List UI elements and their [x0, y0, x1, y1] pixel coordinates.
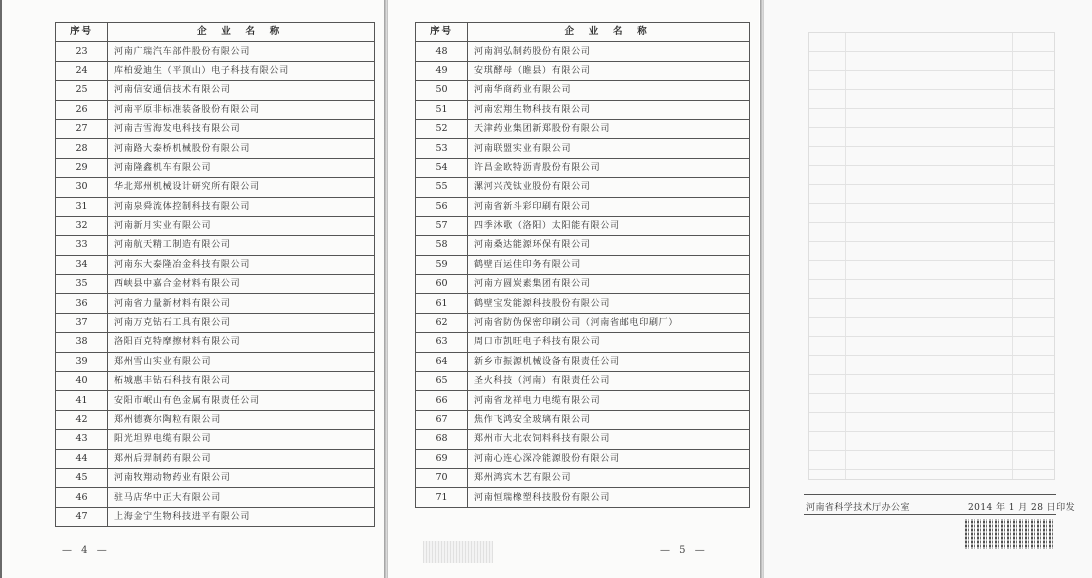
- row-number: 43: [56, 430, 108, 449]
- company-name: 河南牧翔动物药业有限公司: [108, 468, 375, 487]
- company-name: 河南方圆炭素集团有限公司: [468, 275, 750, 294]
- page-number: — 5 —: [660, 545, 708, 556]
- table-row: [56, 430, 375, 449]
- company-name: 郑州雪山实业有限公司: [108, 352, 375, 371]
- row-number: 34: [56, 255, 108, 274]
- page-number: — 4 —: [62, 545, 110, 556]
- table-row: [416, 100, 750, 119]
- row-number: 47: [56, 507, 108, 526]
- company-name: 河南心连心深冷能源股份有限公司: [468, 449, 750, 468]
- company-name: 库柏爱迪生（平顶山）电子科技有限公司: [108, 61, 375, 80]
- table-row: [416, 119, 750, 138]
- row-number: 26: [56, 100, 108, 119]
- company-name: 河南省新斗彩印刷有限公司: [468, 197, 750, 216]
- company-name: 河南平原非标准装备股份有限公司: [108, 100, 375, 119]
- company-name: 河南省防伪保密印刷公司（河南省邮电印刷厂）: [468, 313, 750, 332]
- name-header: 企 业 名 称: [108, 23, 375, 42]
- row-number: 70: [416, 468, 468, 487]
- row-number: 68: [416, 430, 468, 449]
- row-number: 66: [416, 391, 468, 410]
- row-number: 55: [416, 178, 468, 197]
- table-row: [416, 372, 750, 391]
- table-row: [56, 158, 375, 177]
- table-row: [416, 313, 750, 332]
- table-row: [56, 81, 375, 100]
- table-row: [56, 313, 375, 332]
- company-name: 河南东大泰隆冶金科技有限公司: [108, 255, 375, 274]
- table-row: [56, 100, 375, 119]
- page-fold: [760, 0, 763, 578]
- company-name: 河南隆鑫机车有限公司: [108, 158, 375, 177]
- row-number: 27: [56, 119, 108, 138]
- row-number: 65: [416, 372, 468, 391]
- company-name: 河南华商药业有限公司: [468, 81, 750, 100]
- table-row: [56, 178, 375, 197]
- company-name: 河南恒瑞橡塑科技股份有限公司: [468, 488, 750, 507]
- table-row: [56, 275, 375, 294]
- row-number: 40: [56, 372, 108, 391]
- company-name: 天津药业集团新郑股份有限公司: [468, 119, 750, 138]
- show-through-stamp: [423, 541, 493, 563]
- row-number: 56: [416, 197, 468, 216]
- row-number: 35: [56, 275, 108, 294]
- table-row: [416, 294, 750, 313]
- row-number: 60: [416, 275, 468, 294]
- page-fold: [384, 0, 387, 578]
- table-row: [56, 449, 375, 468]
- company-name: 郑州市大北农饲料科技有限公司: [468, 430, 750, 449]
- company-name: 河南信安通信技术有限公司: [108, 81, 375, 100]
- company-name: 河南广瑞汽车部件股份有限公司: [108, 42, 375, 61]
- table-row: [416, 333, 750, 352]
- row-number: 52: [416, 119, 468, 138]
- company-name: 郑州鸿宾木艺有限公司: [468, 468, 750, 487]
- row-number: 62: [416, 313, 468, 332]
- row-number: 23: [56, 42, 108, 61]
- table-row: [416, 488, 750, 507]
- company-table-left: [55, 22, 375, 527]
- company-name: 河南泉舜流体控制科技有限公司: [108, 197, 375, 216]
- row-number: 38: [56, 333, 108, 352]
- company-name: 鹤壁百运佳印务有限公司: [468, 255, 750, 274]
- company-name: 郑州德赛尔陶粒有限公司: [108, 410, 375, 429]
- table-row: [56, 61, 375, 80]
- row-number: 30: [56, 178, 108, 197]
- seq-header: 序号: [56, 23, 108, 42]
- company-name: 洛阳百克特摩擦材料有限公司: [108, 333, 375, 352]
- row-number: 39: [56, 352, 108, 371]
- company-name: 焦作飞鸿安全玻璃有限公司: [468, 410, 750, 429]
- row-number: 37: [56, 313, 108, 332]
- row-number: 42: [56, 410, 108, 429]
- table-row: [416, 352, 750, 371]
- table-row: [416, 275, 750, 294]
- company-table-middle: [415, 22, 750, 508]
- table-row: [56, 372, 375, 391]
- company-name: 河南吉雪海发电科技有限公司: [108, 119, 375, 138]
- table-row: [416, 255, 750, 274]
- table-row: [56, 507, 375, 526]
- footer-date: 2014 年 1 月 28 日印发: [968, 503, 1076, 513]
- row-number: 61: [416, 294, 468, 313]
- table-header-row: [56, 23, 375, 42]
- name-header: 企 业 名 称: [468, 23, 750, 42]
- table-row: [416, 197, 750, 216]
- seq-header: 序号: [416, 23, 468, 42]
- table-row: [56, 391, 375, 410]
- table-row: [416, 391, 750, 410]
- company-name: 华北郑州机械设计研究所有限公司: [108, 178, 375, 197]
- row-number: 25: [56, 81, 108, 100]
- table-header-row: [416, 23, 750, 42]
- table-row: [56, 468, 375, 487]
- table-row: [416, 410, 750, 429]
- table-row: [56, 352, 375, 371]
- row-number: 50: [416, 81, 468, 100]
- company-name: 驻马店华中正大有限公司: [108, 488, 375, 507]
- row-number: 36: [56, 294, 108, 313]
- company-name: 阳光坦界电缆有限公司: [108, 430, 375, 449]
- row-number: 46: [56, 488, 108, 507]
- company-name: 安琪酵母（睢县）有限公司: [468, 61, 750, 80]
- table-row: [56, 42, 375, 61]
- company-name: 西峡县中嘉合金材料有限公司: [108, 275, 375, 294]
- row-number: 44: [56, 449, 108, 468]
- table-row: [416, 468, 750, 487]
- row-number: 29: [56, 158, 108, 177]
- company-name: 河南路大泰桥机械股份有限公司: [108, 139, 375, 158]
- table-row: [56, 410, 375, 429]
- row-number: 67: [416, 410, 468, 429]
- company-name: 河南省力量新材料有限公司: [108, 294, 375, 313]
- footer-rule-bottom: [804, 514, 1056, 515]
- company-name: 河南桑达能源环保有限公司: [468, 236, 750, 255]
- table-row: [416, 178, 750, 197]
- table-row: [56, 294, 375, 313]
- table-row: [416, 158, 750, 177]
- company-name: 柘城惠丰钻石科技有限公司: [108, 372, 375, 391]
- company-name: 周口市凯旺电子科技有限公司: [468, 333, 750, 352]
- company-name: 鹤壁宝发能源科技股份有限公司: [468, 294, 750, 313]
- company-name: 河南航天精工制造有限公司: [108, 236, 375, 255]
- company-name: 漯河兴茂钛业股份有限公司: [468, 178, 750, 197]
- company-name: 河南联盟实业有限公司: [468, 139, 750, 158]
- company-name: 圣火科技（河南）有限责任公司: [468, 372, 750, 391]
- table-row: [56, 216, 375, 235]
- row-number: 28: [56, 139, 108, 158]
- table-row: [416, 430, 750, 449]
- company-name: 河南新月实业有限公司: [108, 216, 375, 235]
- row-number: 54: [416, 158, 468, 177]
- company-name: 新乡市振源机械设备有限责任公司: [468, 352, 750, 371]
- row-number: 24: [56, 61, 108, 80]
- table-row: [416, 449, 750, 468]
- table-row: [416, 139, 750, 158]
- row-number: 53: [416, 139, 468, 158]
- company-name: 郑州后羿制药有限公司: [108, 449, 375, 468]
- table-row: [56, 255, 375, 274]
- table-row: [56, 333, 375, 352]
- table-row: [416, 42, 750, 61]
- table-body: [416, 42, 750, 507]
- table-row: [56, 197, 375, 216]
- company-name: 河南万克钻石工具有限公司: [108, 313, 375, 332]
- company-name: 河南润弘制药股份有限公司: [468, 42, 750, 61]
- table-row: [56, 488, 375, 507]
- company-name: 河南宏翔生物科技有限公司: [468, 100, 750, 119]
- row-number: 51: [416, 100, 468, 119]
- show-through-table: [808, 32, 1055, 480]
- row-number: 69: [416, 449, 468, 468]
- row-number: 58: [416, 236, 468, 255]
- row-number: 57: [416, 216, 468, 235]
- row-number: 41: [56, 391, 108, 410]
- company-name: 上海金宁生物科技进平有限公司: [108, 507, 375, 526]
- barcode-overlay: [965, 519, 1053, 549]
- row-number: 59: [416, 255, 468, 274]
- table-row: [416, 216, 750, 235]
- table-body: [56, 42, 375, 527]
- company-name: 许昌金欧特沥青股份有限公司: [468, 158, 750, 177]
- table-row: [56, 139, 375, 158]
- row-number: 71: [416, 488, 468, 507]
- footer-office: 河南省科学技术厅办公室: [806, 503, 910, 513]
- row-number: 63: [416, 333, 468, 352]
- table-row: [56, 119, 375, 138]
- row-number: 33: [56, 236, 108, 255]
- company-name: 河南省龙祥电力电缆有限公司: [468, 391, 750, 410]
- row-number: 49: [416, 61, 468, 80]
- company-name: 四季沐歌（洛阳）太阳能有限公司: [468, 216, 750, 235]
- table-row: [416, 61, 750, 80]
- row-number: 31: [56, 197, 108, 216]
- table-row: [416, 236, 750, 255]
- table-row: [56, 236, 375, 255]
- table-row: [416, 81, 750, 100]
- row-number: 45: [56, 468, 108, 487]
- company-name: 安阳市岷山有色金属有限责任公司: [108, 391, 375, 410]
- row-number: 48: [416, 42, 468, 61]
- row-number: 32: [56, 216, 108, 235]
- row-number: 64: [416, 352, 468, 371]
- footer-rule-top: [804, 494, 1056, 495]
